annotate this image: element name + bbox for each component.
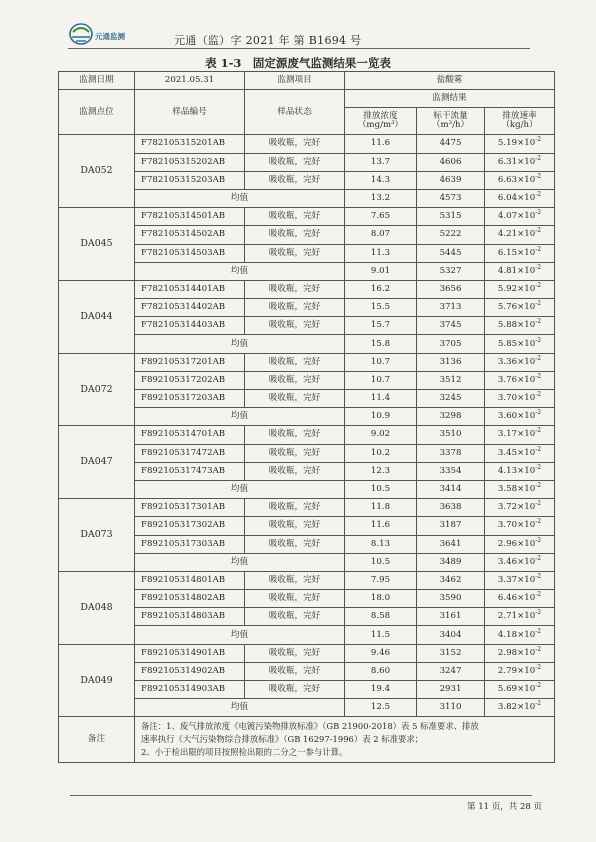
sample-status-cell: 吸收瓶，完好 xyxy=(245,426,345,444)
result-header: 监测结果 xyxy=(345,90,555,108)
conc-cell: 11.8 xyxy=(345,499,417,517)
average-label: 均值 xyxy=(135,626,345,644)
rate-cell: $3.76\times 10^{-2}$ xyxy=(485,371,555,389)
conc-cell: 13.7 xyxy=(345,153,417,171)
conc-cell: 7.65 xyxy=(345,208,417,226)
sample-status-cell: 吸收瓶，完好 xyxy=(245,444,345,462)
sample-id-header: 样品编号 xyxy=(135,90,245,135)
note-label: 备注 xyxy=(59,717,135,763)
sample-id-cell: F892105314803AB xyxy=(135,608,245,626)
flow-cell: 3136 xyxy=(417,353,485,371)
sample-status-cell: 吸收瓶，完好 xyxy=(245,317,345,335)
conc-cell: 8.13 xyxy=(345,535,417,553)
item-label: 监测项目 xyxy=(245,72,345,90)
sample-id-cell: F892105317301AB xyxy=(135,499,245,517)
rate-cell: $5.69\times 10^{-2}$ xyxy=(485,681,555,699)
rate-cell: $3.70\times 10^{-2}$ xyxy=(485,517,555,535)
sample-status-cell: 吸收瓶，完好 xyxy=(245,662,345,680)
flow-cell: 3745 xyxy=(417,317,485,335)
page-number: 第 11 页，共 28 页 xyxy=(467,802,542,812)
sample-id-cell: F892105317203AB xyxy=(135,390,245,408)
flow-cell: 5315 xyxy=(417,208,485,226)
sample-id-cell: F892105317303AB xyxy=(135,535,245,553)
flow-cell: 4475 xyxy=(417,135,485,153)
site-cell: DA048 xyxy=(59,571,135,644)
sample-status-cell: 吸收瓶，完好 xyxy=(245,280,345,298)
sample-id-cell: F892105314802AB xyxy=(135,590,245,608)
avg-flow-cell: 3705 xyxy=(417,335,485,353)
date-label: 监测日期 xyxy=(59,72,135,90)
header-divider xyxy=(68,48,530,49)
sample-status-cell: 吸收瓶，完好 xyxy=(245,371,345,389)
avg-rate-cell: $3.46\times 10^{-2}$ xyxy=(485,553,555,571)
sample-status-cell: 吸收瓶，完好 xyxy=(245,462,345,480)
item-value: 盐酸雾 xyxy=(345,72,555,90)
flow-cell: 3462 xyxy=(417,571,485,589)
avg-flow-cell: 5327 xyxy=(417,262,485,280)
sample-status-cell: 吸收瓶，完好 xyxy=(245,390,345,408)
sample-status-cell: 吸收瓶，完好 xyxy=(245,208,345,226)
rate-cell: $6.15\times 10^{-2}$ xyxy=(485,244,555,262)
average-label: 均值 xyxy=(135,553,345,571)
conc-cell: 11.6 xyxy=(345,517,417,535)
sample-id-cell: F782105314403AB xyxy=(135,317,245,335)
sample-status-cell: 吸收瓶，完好 xyxy=(245,608,345,626)
flow-cell: 3713 xyxy=(417,299,485,317)
avg-rate-cell: $3.60\times 10^{-2}$ xyxy=(485,408,555,426)
rate-cell: $2.96\times 10^{-2}$ xyxy=(485,535,555,553)
flow-cell: 3161 xyxy=(417,608,485,626)
sample-id-cell: F892105317472AB xyxy=(135,444,245,462)
sample-status-cell: 吸收瓶，完好 xyxy=(245,171,345,189)
avg-conc-cell: 10.5 xyxy=(345,553,417,571)
average-label: 均值 xyxy=(135,408,345,426)
sample-id-cell: F892105317201AB xyxy=(135,353,245,371)
rate-cell: $6.63\times 10^{-2}$ xyxy=(485,171,555,189)
page-header xyxy=(68,20,538,56)
sample-status-cell: 吸收瓶，完好 xyxy=(245,517,345,535)
flow-cell: 3641 xyxy=(417,535,485,553)
rate-cell: $4.13\times 10^{-2}$ xyxy=(485,462,555,480)
sample-id-cell: F782105315203AB xyxy=(135,171,245,189)
average-label: 均值 xyxy=(135,480,345,498)
note-row xyxy=(59,717,555,763)
conc-header: 排放浓度 （mg/m³） xyxy=(345,108,417,135)
avg-conc-cell: 13.2 xyxy=(345,189,417,207)
sample-status-cell: 吸收瓶，完好 xyxy=(245,353,345,371)
rate-cell: $6.46\times 10^{-2}$ xyxy=(485,590,555,608)
rate-cell: $3.70\times 10^{-2}$ xyxy=(485,390,555,408)
note-line: 备注：1、废气排放浓度《电镀污染物排放标准》（GB 21900-2018）表 5 标准要求、排放 xyxy=(141,721,479,732)
conc-cell: 10.7 xyxy=(345,353,417,371)
sample-id-cell: F782105314401AB xyxy=(135,280,245,298)
table-row xyxy=(59,208,555,226)
avg-flow-cell: 4573 xyxy=(417,189,485,207)
table-row xyxy=(59,280,555,298)
note-text xyxy=(135,717,555,763)
average-label: 均值 xyxy=(135,189,345,207)
flow-cell: 3152 xyxy=(417,644,485,662)
conc-cell: 16.2 xyxy=(345,280,417,298)
sample-status-cell: 吸收瓶，完好 xyxy=(245,153,345,171)
rate-cell: $5.76\times 10^{-2}$ xyxy=(485,299,555,317)
sample-status-cell: 吸收瓶，完好 xyxy=(245,590,345,608)
rate-cell: $4.07\times 10^{-2}$ xyxy=(485,208,555,226)
rate-cell: $4.21\times 10^{-2}$ xyxy=(485,226,555,244)
site-cell: DA049 xyxy=(59,644,135,717)
conc-cell: 9.02 xyxy=(345,426,417,444)
conc-cell: 15.7 xyxy=(345,317,417,335)
rate-cell: $3.37\times 10^{-2}$ xyxy=(485,571,555,589)
flow-cell: 3656 xyxy=(417,280,485,298)
sample-id-cell: F892105314801AB xyxy=(135,571,245,589)
avg-flow-cell: 3110 xyxy=(417,699,485,717)
site-cell: DA045 xyxy=(59,208,135,281)
avg-rate-cell: $5.85\times 10^{-2}$ xyxy=(485,335,555,353)
conc-cell: 8.60 xyxy=(345,662,417,680)
rate-header: 排放速率 （kg/h） xyxy=(485,108,555,135)
avg-conc-cell: 10.9 xyxy=(345,408,417,426)
sample-status-cell: 吸收瓶，完好 xyxy=(245,535,345,553)
site-cell: DA044 xyxy=(59,280,135,353)
rate-cell: $3.36\times 10^{-2}$ xyxy=(485,353,555,371)
conc-cell: 19.4 xyxy=(345,681,417,699)
avg-rate-cell: $4.18\times 10^{-2}$ xyxy=(485,626,555,644)
flow-cell: 3510 xyxy=(417,426,485,444)
flow-cell: 3590 xyxy=(417,590,485,608)
svg-text:元通监测: 元通监测 xyxy=(95,32,125,41)
sample-id-cell: F782105314503AB xyxy=(135,244,245,262)
conc-cell: 14.3 xyxy=(345,171,417,189)
average-label: 均值 xyxy=(135,699,345,717)
conc-cell: 11.4 xyxy=(345,390,417,408)
conc-cell: 18.0 xyxy=(345,590,417,608)
avg-conc-cell: 12.5 xyxy=(345,699,417,717)
sample-status-cell: 吸收瓶，完好 xyxy=(245,571,345,589)
conc-cell: 10.2 xyxy=(345,444,417,462)
sample-status-cell: 吸收瓶，完好 xyxy=(245,644,345,662)
rate-cell: $2.71\times 10^{-2}$ xyxy=(485,608,555,626)
table-row xyxy=(59,353,555,371)
date-value: 2021.05.31 xyxy=(135,72,245,90)
flow-cell: 3187 xyxy=(417,517,485,535)
flow-cell: 3354 xyxy=(417,462,485,480)
avg-flow-cell: 3298 xyxy=(417,408,485,426)
sample-status-cell: 吸收瓶，完好 xyxy=(245,244,345,262)
flow-cell: 3378 xyxy=(417,444,485,462)
sample-status-cell: 吸收瓶，完好 xyxy=(245,226,345,244)
note-line: 2、小于检出限的项目按照检出限的二分之一参与计算。 xyxy=(141,747,348,758)
rate-cell: $5.88\times 10^{-2}$ xyxy=(485,317,555,335)
sample-id-cell: F782105314501AB xyxy=(135,208,245,226)
avg-rate-cell: $3.82\times 10^{-2}$ xyxy=(485,699,555,717)
sample-id-cell: F782105315202AB xyxy=(135,153,245,171)
site-cell: DA047 xyxy=(59,426,135,499)
avg-conc-cell: 15.8 xyxy=(345,335,417,353)
rate-cell: $3.45\times 10^{-2}$ xyxy=(485,444,555,462)
sample-status-header: 样品状态 xyxy=(245,90,345,135)
conc-cell: 12.3 xyxy=(345,462,417,480)
flow-cell: 3245 xyxy=(417,390,485,408)
rate-cell: $5.19\times 10^{-2}$ xyxy=(485,135,555,153)
average-label: 均值 xyxy=(135,262,345,280)
site-cell: DA052 xyxy=(59,135,135,208)
average-label: 均值 xyxy=(135,335,345,353)
sample-id-cell: F892105314701AB xyxy=(135,426,245,444)
company-logo xyxy=(68,20,138,50)
sample-status-cell: 吸收瓶，完好 xyxy=(245,681,345,699)
sample-id-cell: F892105314901AB xyxy=(135,644,245,662)
table-row xyxy=(59,426,555,444)
table-row xyxy=(59,135,555,153)
flow-cell: 5222 xyxy=(417,226,485,244)
sample-id-cell: F892105317302AB xyxy=(135,517,245,535)
avg-rate-cell: $4.81\times 10^{-2}$ xyxy=(485,262,555,280)
sample-id-cell: F892105317473AB xyxy=(135,462,245,480)
conc-cell: 15.5 xyxy=(345,299,417,317)
flow-cell: 5445 xyxy=(417,244,485,262)
sample-id-cell: F892105314903AB xyxy=(135,681,245,699)
flow-cell: 3638 xyxy=(417,499,485,517)
flow-cell: 4606 xyxy=(417,153,485,171)
site-cell: DA072 xyxy=(59,353,135,426)
report-code: 元通（监）字 2021 年 第 B1694 号 xyxy=(174,34,362,47)
rate-cell: $3.72\times 10^{-2}$ xyxy=(485,499,555,517)
rate-cell: $2.98\times 10^{-2}$ xyxy=(485,644,555,662)
conc-cell: 8.07 xyxy=(345,226,417,244)
monitoring-results-table xyxy=(58,71,555,763)
avg-flow-cell: 3404 xyxy=(417,626,485,644)
sample-status-cell: 吸收瓶，完好 xyxy=(245,499,345,517)
sample-id-cell: F782105314502AB xyxy=(135,226,245,244)
conc-cell: 9.46 xyxy=(345,644,417,662)
conc-cell: 7.95 xyxy=(345,571,417,589)
avg-conc-cell: 10.5 xyxy=(345,480,417,498)
footer-divider xyxy=(70,795,532,796)
sample-id-cell: F782105315201AB xyxy=(135,135,245,153)
flow-cell: 3247 xyxy=(417,662,485,680)
avg-conc-cell: 9.01 xyxy=(345,262,417,280)
site-cell: DA073 xyxy=(59,499,135,572)
conc-cell: 11.3 xyxy=(345,244,417,262)
table-title: 表 1-3 固定源废气监测结果一览表 xyxy=(205,56,391,70)
conc-cell: 10.7 xyxy=(345,371,417,389)
sample-id-cell: F892105314902AB xyxy=(135,662,245,680)
conc-cell: 8.58 xyxy=(345,608,417,626)
sample-status-cell: 吸收瓶，完好 xyxy=(245,135,345,153)
avg-rate-cell: $6.04\times 10^{-2}$ xyxy=(485,189,555,207)
flow-cell: 3512 xyxy=(417,371,485,389)
conc-cell: 11.6 xyxy=(345,135,417,153)
avg-flow-cell: 3489 xyxy=(417,553,485,571)
avg-conc-cell: 11.5 xyxy=(345,626,417,644)
rate-cell: $5.92\times 10^{-2}$ xyxy=(485,280,555,298)
table-row xyxy=(59,644,555,662)
table-row xyxy=(59,571,555,589)
sample-id-cell: F782105314402AB xyxy=(135,299,245,317)
flow-cell: 4639 xyxy=(417,171,485,189)
sample-status-cell: 吸收瓶，完好 xyxy=(245,299,345,317)
site-header: 监测点位 xyxy=(59,90,135,135)
note-line: 速率执行《大气污染物综合排放标准》（GB 16297-1996）表 2 标准要求； xyxy=(141,734,424,745)
flow-header: 标干流量 （m³/h） xyxy=(417,108,485,135)
sample-id-cell: F892105317202AB xyxy=(135,371,245,389)
flow-cell: 2931 xyxy=(417,681,485,699)
rate-cell: $6.31\times 10^{-2}$ xyxy=(485,153,555,171)
avg-flow-cell: 3414 xyxy=(417,480,485,498)
avg-rate-cell: $3.58\times 10^{-2}$ xyxy=(485,480,555,498)
rate-cell: $2.79\times 10^{-2}$ xyxy=(485,662,555,680)
table-row xyxy=(59,499,555,517)
rate-cell: $3.17\times 10^{-2}$ xyxy=(485,426,555,444)
